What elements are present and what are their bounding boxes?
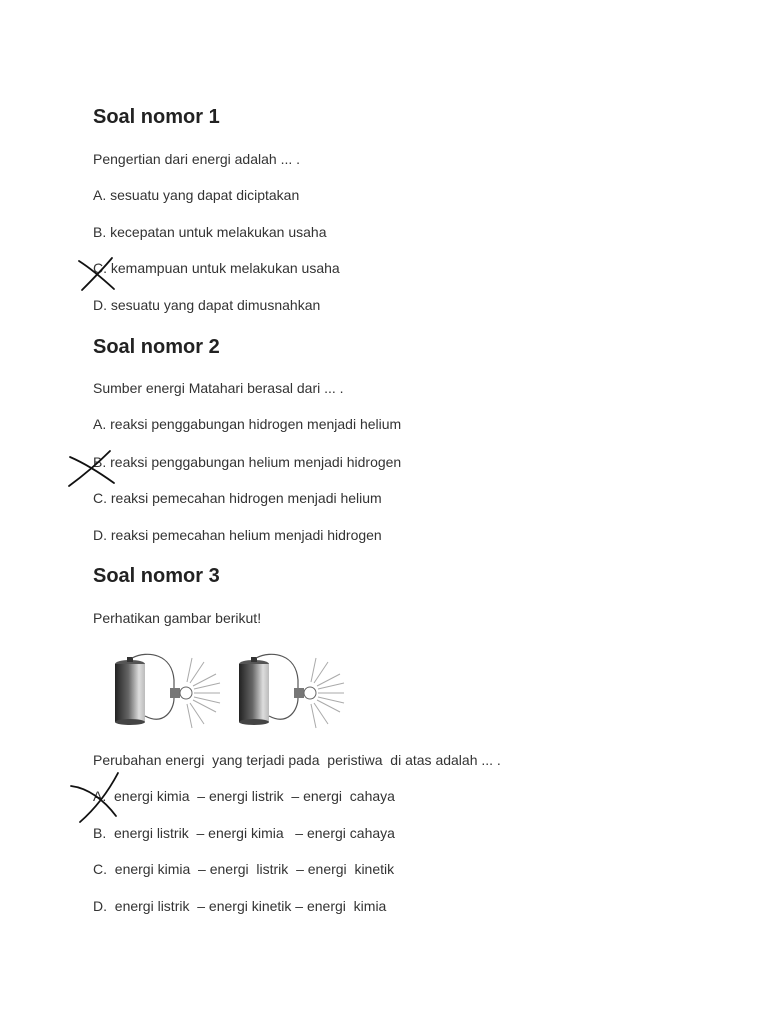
battery-bulb-circuit-2 [239, 654, 344, 728]
question-2-prompt: Sumber energi Matahari berasal dari ... . [93, 380, 344, 396]
cross-mark-icon [66, 449, 116, 489]
question-3-option-b: B. energi listrik – energi kimia – energi cahaya [93, 825, 395, 841]
question-3-title: Soal nomor 3 [93, 565, 220, 587]
question-2-option-a: A. reaksi penggabungan hidrogen menjadi helium [93, 416, 402, 432]
question-1-title: Soal nomor 1 [93, 106, 220, 128]
battery-bulb-circuit-1 [115, 654, 220, 728]
cross-mark-icon [68, 770, 124, 826]
question-1-option-a: A. sesuatu yang dapat diciptakan [93, 187, 300, 203]
question-2-title: Soal nomor 2 [93, 336, 220, 358]
question-1-prompt: Pengertian dari energi adalah ... . [93, 151, 301, 167]
question-1-option-d: D. sesuatu yang dapat dimusnahkan [93, 297, 321, 313]
question-3-followup: Perubahan energi yang terjadi pada peristiwa di atas adalah ... . [93, 752, 501, 768]
question-3-option-a: A. energi kimia – energi listrik – energi cahaya [93, 788, 395, 804]
question-2-option-c: C. reaksi pemecahan hidrogen menjadi helium [93, 490, 382, 506]
question-1-option-c: C. kemampuan untuk melakukan usaha [93, 260, 340, 276]
question-2-option-d: D. reaksi pemecahan helium menjadi hidrogen [93, 527, 382, 543]
question-3-option-c: C. energi kimia – energi listrik – energi kinetik [93, 861, 395, 877]
cross-mark-icon [76, 256, 116, 292]
battery-bulb-figure [108, 650, 348, 730]
question-2-option-b: B. reaksi penggabungan helium menjadi hidrogen [93, 454, 402, 470]
question-3-option-d: D. energi listrik – energi kinetik – energi kimia [93, 898, 387, 914]
question-1-option-b: B. kecepatan untuk melakukan usaha [93, 224, 327, 240]
question-3-prompt: Perhatikan gambar berikut! [93, 610, 262, 626]
